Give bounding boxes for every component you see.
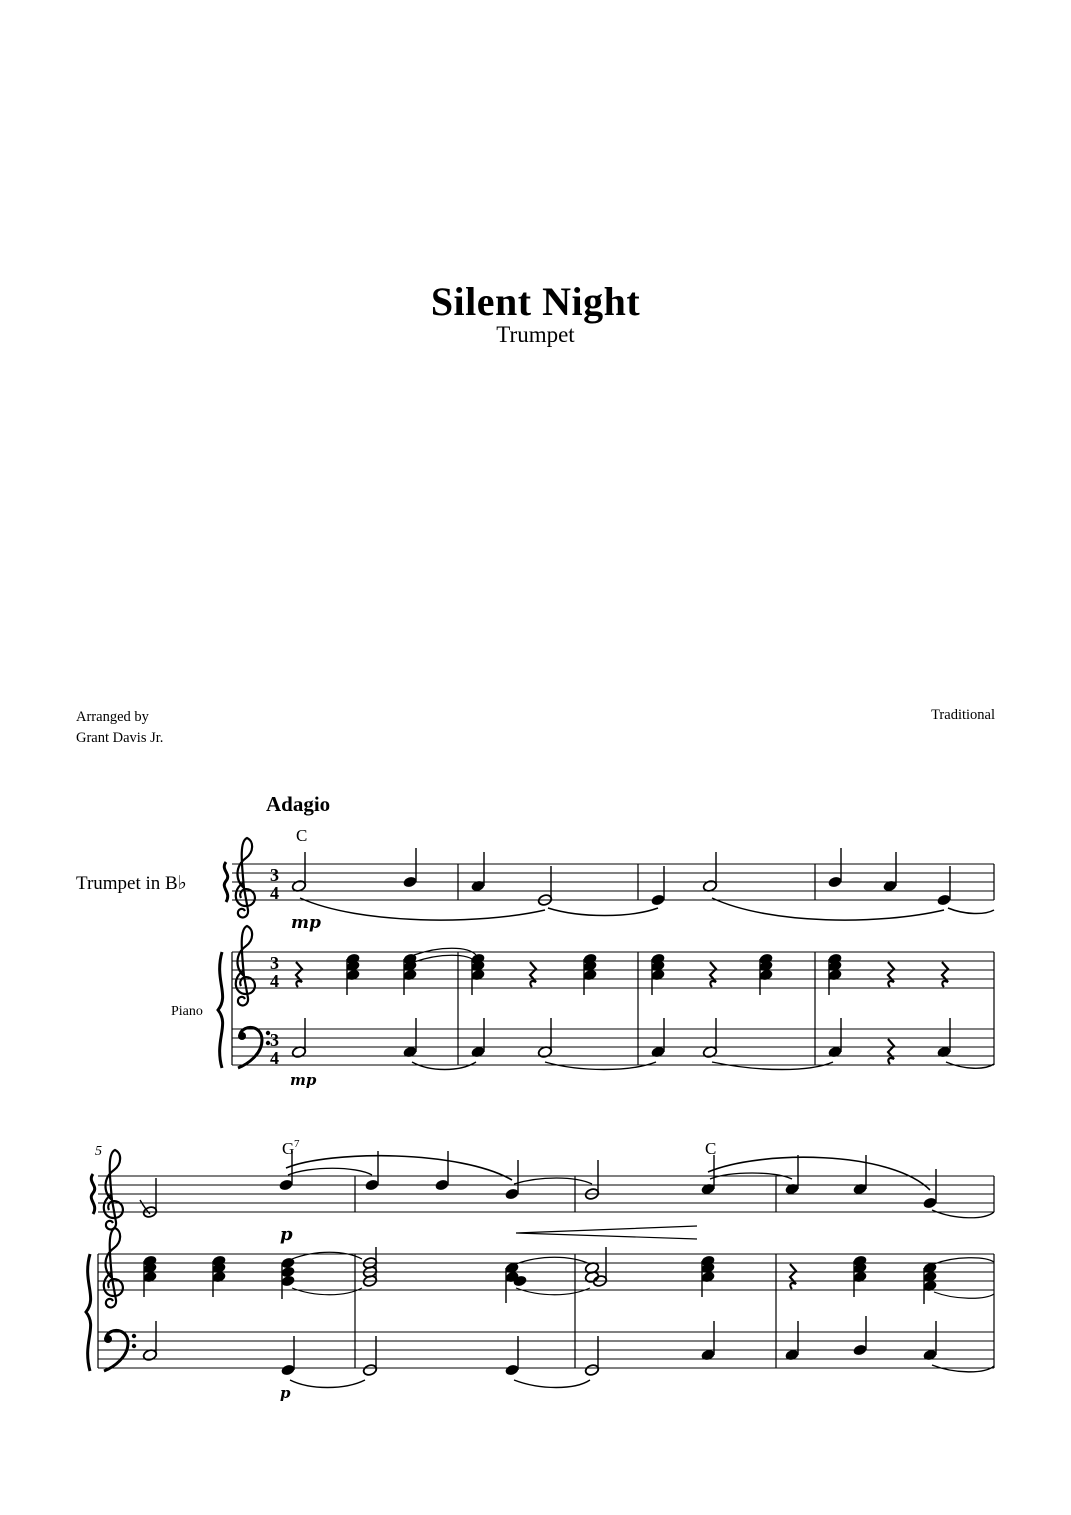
chord-symbol: C bbox=[705, 1139, 717, 1158]
chord-symbol: G bbox=[282, 1139, 295, 1158]
bass-clef bbox=[238, 1027, 270, 1068]
piano-bass-notes-2 bbox=[142, 1316, 994, 1388]
dynamic-marking: mp bbox=[290, 1071, 317, 1089]
instrument-name-trumpet: Trumpet in B♭ bbox=[76, 873, 187, 894]
system-bracket bbox=[224, 862, 227, 902]
time-signature-top: 3 bbox=[270, 953, 279, 973]
treble-clef bbox=[236, 838, 255, 917]
dynamic-marking: p bbox=[280, 1384, 291, 1402]
bass-clef bbox=[104, 1330, 136, 1371]
dynamic-marking: mp bbox=[291, 913, 321, 933]
composer-credit: Traditional bbox=[931, 707, 995, 723]
arranger-label: Arranged by bbox=[76, 709, 149, 725]
time-signature-bottom: 4 bbox=[270, 1048, 279, 1068]
arranger-name: Grant Davis Jr. bbox=[76, 730, 164, 746]
piano-bass-staff-1 bbox=[232, 1029, 994, 1065]
time-signature-bottom: 4 bbox=[270, 883, 279, 903]
dynamic-marking: p bbox=[280, 1224, 293, 1245]
trumpet-staff-2 bbox=[98, 1176, 994, 1212]
system-bracket bbox=[91, 1174, 94, 1214]
score-title: Silent Night bbox=[430, 279, 641, 324]
time-signature-bottom: 4 bbox=[270, 971, 279, 991]
trumpet-notes-1 bbox=[291, 848, 994, 920]
tempo-marking: Adagio bbox=[266, 792, 331, 816]
time-signature-top: 3 bbox=[270, 1030, 279, 1050]
treble-clef bbox=[236, 926, 255, 1005]
score-subtitle: Trumpet bbox=[496, 322, 575, 347]
piano-bass-notes-1 bbox=[291, 1018, 994, 1070]
trumpet-staff-1 bbox=[232, 864, 994, 900]
trumpet-notes-2 bbox=[140, 1151, 994, 1239]
piano-brace bbox=[86, 1254, 91, 1371]
instrument-name-piano: Piano bbox=[171, 1004, 203, 1019]
chord-symbol: C bbox=[296, 826, 308, 845]
treble-clef bbox=[104, 1228, 123, 1307]
piano-brace bbox=[218, 952, 223, 1068]
treble-clef bbox=[104, 1150, 123, 1229]
measure-number: 5 bbox=[95, 1144, 102, 1159]
chord-symbol-extension: 7 bbox=[294, 1138, 300, 1150]
time-signature-top: 3 bbox=[270, 865, 279, 885]
